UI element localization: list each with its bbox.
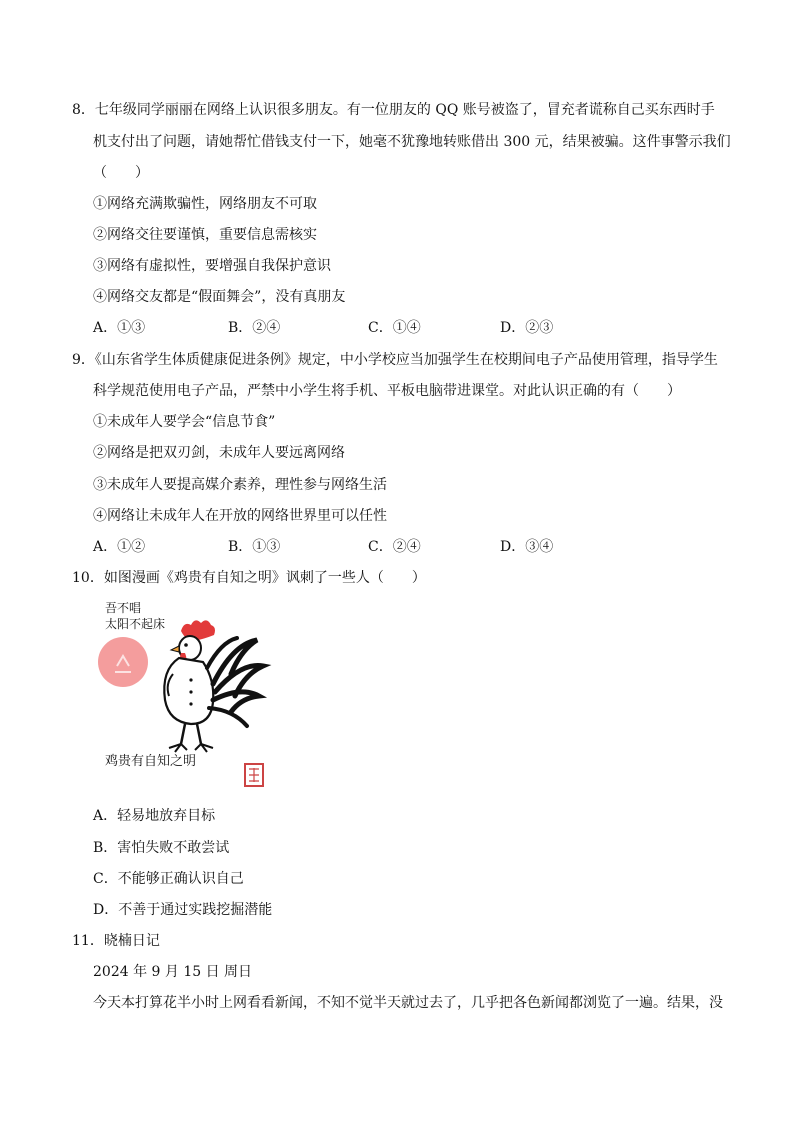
q10-option-c[interactable]: C．不能够正确认识自己 [93, 871, 244, 887]
q9-option-b[interactable]: B．①③ [228, 539, 281, 555]
cartoon-caption: 鸡贵有自知之明 [105, 754, 197, 769]
q8-option-c[interactable]: C．①④ [368, 320, 421, 336]
q10-stem: 10．如图漫画《鸡贵有自知之明》讽刺了一些人（ ） [72, 570, 426, 586]
q11-text: 今天本打算花半小时上网看看新闻，不知不觉半天就过去了，几乎把各色新闻都浏览了一遍。结果，没 [93, 995, 723, 1011]
q8-option-d[interactable]: D．②③ [500, 320, 554, 336]
q10-option-b[interactable]: B．害怕失败不敢尝试 [93, 840, 230, 856]
q9-stem-line1: 9．《山东省学生体质健康促进条例》规定，中小学校应当加强学生在校期间电子产品使用管理，指导学生 [72, 352, 718, 368]
q9-option-d[interactable]: D．③④ [500, 539, 554, 555]
q11-title: 11．晓楠日记 [72, 933, 160, 949]
q9-stem-line2: 科学规范使用电子产品，严禁中小学生将手机、平板电脑带进课堂。对此认识正确的有（ ） [93, 383, 681, 399]
q9-item-2: ②网络是把双刃剑，未成年人要远离网络 [93, 445, 345, 461]
cartoon-speech-line1: 吾不唱 [105, 601, 142, 615]
rooster-cartoon [95, 596, 280, 791]
sun-icon [98, 637, 148, 687]
q8-option-b[interactable]: B．②④ [228, 320, 281, 336]
q8-stem-line1: 8．七年级同学丽丽在网络上认识很多朋友。有一位朋友的 QQ 账号被盗了，冒充者谎称自己买东西时手 [72, 102, 715, 118]
q8-option-a[interactable]: A．①③ [93, 320, 146, 336]
q8-stem-line3: （ ） [93, 165, 149, 181]
q8-stem-line2: 机支付出了问题，请她帮忙借钱支付一下，她毫不犹豫地转账借出 300 元，结果被骗。这件事警示我们 [93, 134, 731, 150]
q8-item-1: ①网络充满欺骗性，网络朋友不可取 [93, 196, 317, 212]
q8-item-2: ②网络交往要谨慎，重要信息需核实 [93, 227, 317, 243]
q9-item-1: ①未成年人要学会“信息节食” [93, 414, 276, 430]
q8-item-4: ④网络交友都是“假面舞会”，没有真朋友 [93, 289, 346, 305]
q8-item-3: ③网络有虚拟性，要增强自我保护意识 [93, 258, 331, 274]
cartoon-speech-line2: 太阳不起床 [105, 617, 166, 631]
q10-option-d[interactable]: D．不善于通过实践挖掘潜能 [93, 902, 273, 918]
q9-option-a[interactable]: A．①② [93, 539, 146, 555]
q10-option-a[interactable]: A．轻易地放弃目标 [93, 808, 216, 824]
q9-item-3: ③未成年人要提高媒介素养，理性参与网络生活 [93, 477, 387, 493]
q11-date: 2024 年 9 月 15 日 周日 [93, 964, 253, 980]
q9-option-c[interactable]: C．②④ [368, 539, 421, 555]
q9-item-4: ④网络让未成年人在开放的网络世界里可以任性 [93, 508, 387, 524]
